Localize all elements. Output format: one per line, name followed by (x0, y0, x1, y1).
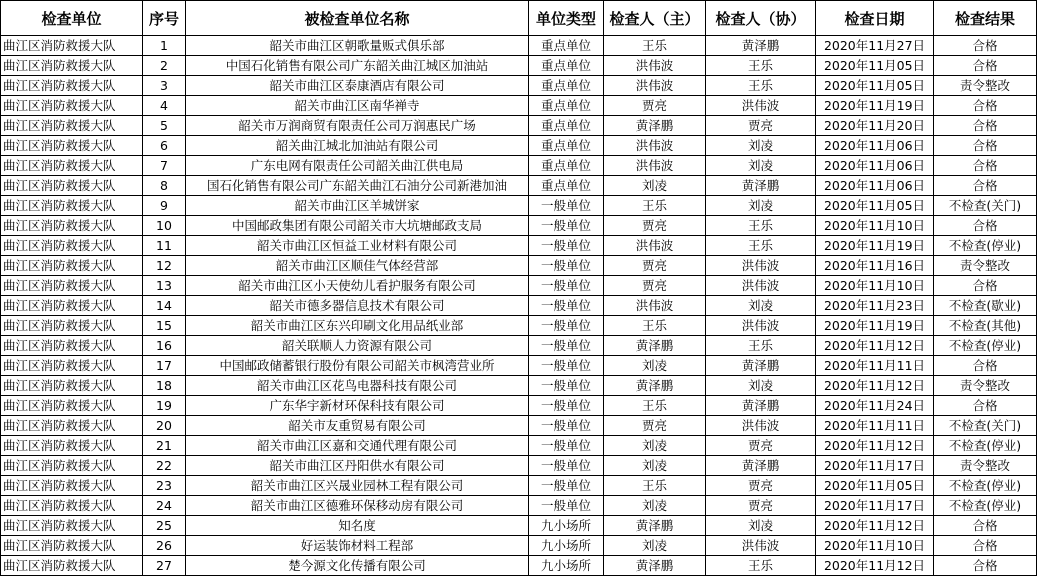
cell-result: 合格 (934, 176, 1037, 196)
table-row (1, 356, 1037, 376)
cell-seq: 7 (143, 156, 186, 176)
cell-inspector-main: 刘凌 (604, 456, 706, 476)
cell-inspected-name: 韶关曲江城北加油站有限公司 (186, 136, 529, 156)
cell-inspector-assist: 洪伟波 (706, 536, 816, 556)
cell-result: 合格 (934, 396, 1037, 416)
cell-type: 一般单位 (529, 316, 604, 336)
cell-inspected-name: 韶关市曲江区恒益工业材料有限公司 (186, 236, 529, 256)
cell-result: 合格 (934, 216, 1037, 236)
cell-inspector-assist: 黄泽鹏 (706, 36, 816, 56)
cell-inspected-name: 国石化销售有限公司广东韶关曲江石油分公司新港加油 (186, 176, 529, 196)
cell-inspected-name: 好运装饰材料工程部 (186, 536, 529, 556)
cell-unit: 曲江区消防救援大队 (1, 356, 143, 376)
cell-inspector-main: 洪伟波 (604, 136, 706, 156)
cell-type: 重点单位 (529, 136, 604, 156)
cell-type: 重点单位 (529, 96, 604, 116)
cell-type: 一般单位 (529, 336, 604, 356)
cell-seq: 24 (143, 496, 186, 516)
table-row (1, 256, 1037, 276)
cell-inspected-name: 韶关市万润商贸有限责任公司万润惠民广场 (186, 116, 529, 136)
cell-date: 2020年11月17日 (816, 456, 934, 476)
cell-type: 一般单位 (529, 296, 604, 316)
cell-result: 合格 (934, 156, 1037, 176)
cell-unit: 曲江区消防救援大队 (1, 256, 143, 276)
cell-inspector-assist: 刘凌 (706, 156, 816, 176)
cell-inspector-main: 刘凌 (604, 356, 706, 376)
table-row (1, 316, 1037, 336)
cell-seq: 8 (143, 176, 186, 196)
cell-inspector-main: 黄泽鹏 (604, 556, 706, 576)
cell-unit: 曲江区消防救援大队 (1, 56, 143, 76)
table-row (1, 236, 1037, 256)
cell-unit: 曲江区消防救援大队 (1, 76, 143, 96)
cell-date: 2020年11月24日 (816, 396, 934, 416)
cell-date: 2020年11月19日 (816, 236, 934, 256)
cell-type: 一般单位 (529, 236, 604, 256)
cell-unit: 曲江区消防救援大队 (1, 336, 143, 356)
table-row (1, 156, 1037, 176)
cell-unit: 曲江区消防救援大队 (1, 176, 143, 196)
cell-inspector-main: 洪伟波 (604, 296, 706, 316)
cell-inspector-main: 洪伟波 (604, 156, 706, 176)
table-row (1, 396, 1037, 416)
table-row (1, 556, 1037, 576)
cell-type: 一般单位 (529, 476, 604, 496)
cell-inspector-assist: 王乐 (706, 556, 816, 576)
cell-unit: 曲江区消防救援大队 (1, 116, 143, 136)
cell-type: 一般单位 (529, 376, 604, 396)
cell-date: 2020年11月19日 (816, 316, 934, 336)
cell-inspector-assist: 刘凌 (706, 516, 816, 536)
cell-inspector-assist: 黄泽鹏 (706, 456, 816, 476)
cell-inspected-name: 中国石化销售有限公司广东韶关曲江城区加油站 (186, 56, 529, 76)
cell-result: 责令整改 (934, 456, 1037, 476)
header-inspector-assist: 检查人（协） (706, 1, 816, 36)
cell-inspected-name: 韶关市德多器信息技术有限公司 (186, 296, 529, 316)
table-row (1, 216, 1037, 236)
header-seq: 序号 (143, 1, 186, 36)
table-row (1, 136, 1037, 156)
header-type: 单位类型 (529, 1, 604, 36)
cell-inspector-main: 刘凌 (604, 176, 706, 196)
cell-date: 2020年11月23日 (816, 296, 934, 316)
cell-seq: 12 (143, 256, 186, 276)
cell-inspector-main: 黄泽鹏 (604, 336, 706, 356)
cell-seq: 2 (143, 56, 186, 76)
cell-inspected-name: 韶关市曲江区羊城饼家 (186, 196, 529, 216)
cell-date: 2020年11月12日 (816, 376, 934, 396)
table-row (1, 516, 1037, 536)
cell-inspector-assist: 洪伟波 (706, 96, 816, 116)
cell-unit: 曲江区消防救援大队 (1, 556, 143, 576)
cell-unit: 曲江区消防救援大队 (1, 536, 143, 556)
cell-seq: 3 (143, 76, 186, 96)
cell-date: 2020年11月17日 (816, 496, 934, 516)
cell-result: 责令整改 (934, 76, 1037, 96)
cell-seq: 22 (143, 456, 186, 476)
cell-unit: 曲江区消防救援大队 (1, 396, 143, 416)
table-row (1, 96, 1037, 116)
cell-inspected-name: 韶关市曲江区南华禅寺 (186, 96, 529, 116)
cell-result: 合格 (934, 516, 1037, 536)
cell-inspector-assist: 贾亮 (706, 476, 816, 496)
cell-type: 重点单位 (529, 36, 604, 56)
cell-inspector-main: 贾亮 (604, 416, 706, 436)
cell-seq: 5 (143, 116, 186, 136)
cell-inspector-main: 王乐 (604, 396, 706, 416)
cell-seq: 20 (143, 416, 186, 436)
cell-unit: 曲江区消防救援大队 (1, 136, 143, 156)
cell-date: 2020年11月10日 (816, 536, 934, 556)
cell-type: 重点单位 (529, 176, 604, 196)
cell-date: 2020年11月05日 (816, 196, 934, 216)
cell-result: 不检查(停业) (934, 476, 1037, 496)
cell-inspector-assist: 王乐 (706, 236, 816, 256)
cell-result: 责令整改 (934, 376, 1037, 396)
cell-type: 重点单位 (529, 76, 604, 96)
cell-inspector-assist: 洪伟波 (706, 276, 816, 296)
cell-date: 2020年11月12日 (816, 556, 934, 576)
cell-seq: 19 (143, 396, 186, 416)
cell-result: 不检查(停业) (934, 496, 1037, 516)
cell-inspector-main: 贾亮 (604, 256, 706, 276)
cell-result: 不检查(停业) (934, 336, 1037, 356)
cell-inspector-assist: 贾亮 (706, 436, 816, 456)
cell-inspector-assist: 王乐 (706, 216, 816, 236)
cell-inspected-name: 广东华宇新材环保科技有限公司 (186, 396, 529, 416)
cell-inspected-name: 知名度 (186, 516, 529, 536)
cell-inspected-name: 韶关市曲江区花鸟电器科技有限公司 (186, 376, 529, 396)
cell-inspector-assist: 贾亮 (706, 496, 816, 516)
cell-inspected-name: 韶关市曲江区嘉和交通代理有限公司 (186, 436, 529, 456)
cell-type: 重点单位 (529, 156, 604, 176)
table-row (1, 36, 1037, 56)
cell-type: 一般单位 (529, 416, 604, 436)
cell-inspected-name: 韶关市曲江区东兴印刷文化用品纸业部 (186, 316, 529, 336)
table-row (1, 456, 1037, 476)
cell-result: 合格 (934, 536, 1037, 556)
cell-inspector-assist: 洪伟波 (706, 416, 816, 436)
cell-inspected-name: 楚今源文化传播有限公司 (186, 556, 529, 576)
cell-inspected-name: 中国邮政集团有限公司韶关市大坑塘邮政支局 (186, 216, 529, 236)
cell-type: 九小场所 (529, 556, 604, 576)
table-row (1, 56, 1037, 76)
header-inspector-main: 检查人（主） (604, 1, 706, 36)
cell-type: 重点单位 (529, 56, 604, 76)
table-row (1, 76, 1037, 96)
cell-inspected-name: 韶关市曲江区丹阳供水有限公司 (186, 456, 529, 476)
header-row (1, 1, 1037, 36)
cell-seq: 18 (143, 376, 186, 396)
cell-date: 2020年11月11日 (816, 356, 934, 376)
cell-unit: 曲江区消防救援大队 (1, 456, 143, 476)
cell-inspector-main: 贾亮 (604, 96, 706, 116)
cell-inspected-name: 韶关市曲江区德雅环保移动房有限公司 (186, 496, 529, 516)
cell-inspector-main: 洪伟波 (604, 56, 706, 76)
table-row (1, 476, 1037, 496)
cell-seq: 1 (143, 36, 186, 56)
cell-result: 责令整改 (934, 256, 1037, 276)
cell-type: 九小场所 (529, 516, 604, 536)
cell-inspector-main: 刘凌 (604, 536, 706, 556)
cell-unit: 曲江区消防救援大队 (1, 196, 143, 216)
cell-unit: 曲江区消防救援大队 (1, 216, 143, 236)
cell-inspector-assist: 黄泽鹏 (706, 356, 816, 376)
cell-inspector-assist: 王乐 (706, 56, 816, 76)
cell-date: 2020年11月10日 (816, 276, 934, 296)
cell-inspector-assist: 洪伟波 (706, 316, 816, 336)
cell-inspected-name: 广东电网有限责任公司韶关曲江供电局 (186, 156, 529, 176)
cell-inspector-main: 贾亮 (604, 216, 706, 236)
cell-inspector-assist: 刘凌 (706, 296, 816, 316)
cell-unit: 曲江区消防救援大队 (1, 276, 143, 296)
cell-unit: 曲江区消防救援大队 (1, 516, 143, 536)
cell-seq: 9 (143, 196, 186, 216)
cell-seq: 13 (143, 276, 186, 296)
cell-inspected-name: 韶关市曲江区朝歌量贩式俱乐部 (186, 36, 529, 56)
cell-result: 合格 (934, 356, 1037, 376)
cell-inspector-assist: 刘凌 (706, 136, 816, 156)
header-date: 检查日期 (816, 1, 934, 36)
cell-inspector-main: 王乐 (604, 196, 706, 216)
cell-date: 2020年11月12日 (816, 436, 934, 456)
cell-type: 一般单位 (529, 496, 604, 516)
cell-unit: 曲江区消防救援大队 (1, 476, 143, 496)
table-row (1, 436, 1037, 456)
cell-date: 2020年11月05日 (816, 76, 934, 96)
cell-result: 合格 (934, 116, 1037, 136)
cell-date: 2020年11月19日 (816, 96, 934, 116)
cell-inspector-main: 黄泽鹏 (604, 376, 706, 396)
cell-seq: 15 (143, 316, 186, 336)
cell-seq: 23 (143, 476, 186, 496)
cell-type: 一般单位 (529, 256, 604, 276)
cell-unit: 曲江区消防救援大队 (1, 496, 143, 516)
cell-inspector-main: 黄泽鹏 (604, 116, 706, 136)
cell-date: 2020年11月05日 (816, 56, 934, 76)
cell-type: 一般单位 (529, 436, 604, 456)
cell-inspected-name: 韶关市曲江区兴晟业园林工程有限公司 (186, 476, 529, 496)
cell-date: 2020年11月16日 (816, 256, 934, 276)
cell-unit: 曲江区消防救援大队 (1, 376, 143, 396)
cell-type: 一般单位 (529, 356, 604, 376)
cell-result: 合格 (934, 556, 1037, 576)
cell-inspected-name: 韶关市曲江区泰康酒店有限公司 (186, 76, 529, 96)
cell-inspected-name: 韶关市友重贸易有限公司 (186, 416, 529, 436)
cell-inspector-assist: 刘凌 (706, 196, 816, 216)
cell-inspector-assist: 刘凌 (706, 376, 816, 396)
cell-seq: 6 (143, 136, 186, 156)
cell-date: 2020年11月06日 (816, 136, 934, 156)
table-row (1, 276, 1037, 296)
table-row (1, 176, 1037, 196)
cell-inspector-main: 洪伟波 (604, 236, 706, 256)
table-body (1, 36, 1037, 576)
cell-seq: 14 (143, 296, 186, 316)
table-row (1, 376, 1037, 396)
cell-inspector-main: 贾亮 (604, 276, 706, 296)
cell-seq: 26 (143, 536, 186, 556)
cell-seq: 11 (143, 236, 186, 256)
cell-inspector-main: 洪伟波 (604, 76, 706, 96)
cell-seq: 4 (143, 96, 186, 116)
cell-date: 2020年11月05日 (816, 476, 934, 496)
cell-unit: 曲江区消防救援大队 (1, 36, 143, 56)
cell-unit: 曲江区消防救援大队 (1, 236, 143, 256)
cell-date: 2020年11月11日 (816, 416, 934, 436)
cell-date: 2020年11月06日 (816, 156, 934, 176)
cell-result: 不检查(停业) (934, 436, 1037, 456)
cell-date: 2020年11月12日 (816, 336, 934, 356)
cell-type: 一般单位 (529, 276, 604, 296)
cell-unit: 曲江区消防救援大队 (1, 316, 143, 336)
cell-inspected-name: 中国邮政储蓄银行股份有限公司韶关市枫湾营业所 (186, 356, 529, 376)
cell-inspector-assist: 黄泽鹏 (706, 176, 816, 196)
cell-result: 合格 (934, 136, 1037, 156)
table-row (1, 536, 1037, 556)
header-unit: 检查单位 (1, 1, 143, 36)
cell-inspector-main: 黄泽鹏 (604, 516, 706, 536)
cell-seq: 10 (143, 216, 186, 236)
cell-inspected-name: 韶关联顺人力资源有限公司 (186, 336, 529, 356)
cell-type: 一般单位 (529, 396, 604, 416)
cell-inspected-name: 韶关市曲江区小天使幼儿看护服务有限公司 (186, 276, 529, 296)
cell-result: 合格 (934, 36, 1037, 56)
cell-type: 重点单位 (529, 116, 604, 136)
table-row (1, 296, 1037, 316)
cell-result: 不检查(歇业) (934, 296, 1037, 316)
table-row (1, 336, 1037, 356)
cell-seq: 21 (143, 436, 186, 456)
cell-date: 2020年11月12日 (816, 516, 934, 536)
cell-result: 不检查(关门) (934, 196, 1037, 216)
cell-seq: 16 (143, 336, 186, 356)
table-row (1, 496, 1037, 516)
cell-inspector-main: 刘凌 (604, 436, 706, 456)
table-row (1, 416, 1037, 436)
cell-seq: 25 (143, 516, 186, 536)
cell-type: 一般单位 (529, 196, 604, 216)
header-inspected-name: 被检查单位名称 (186, 1, 529, 36)
cell-result: 不检查(停业) (934, 236, 1037, 256)
cell-type: 九小场所 (529, 536, 604, 556)
cell-inspector-assist: 王乐 (706, 76, 816, 96)
cell-seq: 17 (143, 356, 186, 376)
cell-seq: 27 (143, 556, 186, 576)
cell-date: 2020年11月10日 (816, 216, 934, 236)
cell-inspector-assist: 黄泽鹏 (706, 396, 816, 416)
cell-result: 合格 (934, 276, 1037, 296)
cell-result: 合格 (934, 96, 1037, 116)
cell-result: 不检查(其他) (934, 316, 1037, 336)
cell-date: 2020年11月06日 (816, 176, 934, 196)
cell-result: 不检查(关门) (934, 416, 1037, 436)
cell-inspector-main: 刘凌 (604, 496, 706, 516)
cell-inspector-assist: 洪伟波 (706, 256, 816, 276)
table-row (1, 196, 1037, 216)
cell-inspector-main: 王乐 (604, 36, 706, 56)
cell-date: 2020年11月20日 (816, 116, 934, 136)
cell-inspector-main: 王乐 (604, 316, 706, 336)
cell-unit: 曲江区消防救援大队 (1, 296, 143, 316)
cell-inspector-main: 王乐 (604, 476, 706, 496)
cell-unit: 曲江区消防救援大队 (1, 436, 143, 456)
table-row (1, 116, 1037, 136)
cell-unit: 曲江区消防救援大队 (1, 96, 143, 116)
cell-inspected-name: 韶关市曲江区顺佳气体经营部 (186, 256, 529, 276)
cell-result: 合格 (934, 56, 1037, 76)
cell-inspector-assist: 王乐 (706, 336, 816, 356)
cell-inspector-assist: 贾亮 (706, 116, 816, 136)
cell-type: 一般单位 (529, 456, 604, 476)
cell-type: 一般单位 (529, 216, 604, 236)
header-result: 检查结果 (934, 1, 1037, 36)
cell-unit: 曲江区消防救援大队 (1, 156, 143, 176)
cell-unit: 曲江区消防救援大队 (1, 416, 143, 436)
cell-date: 2020年11月27日 (816, 36, 934, 56)
